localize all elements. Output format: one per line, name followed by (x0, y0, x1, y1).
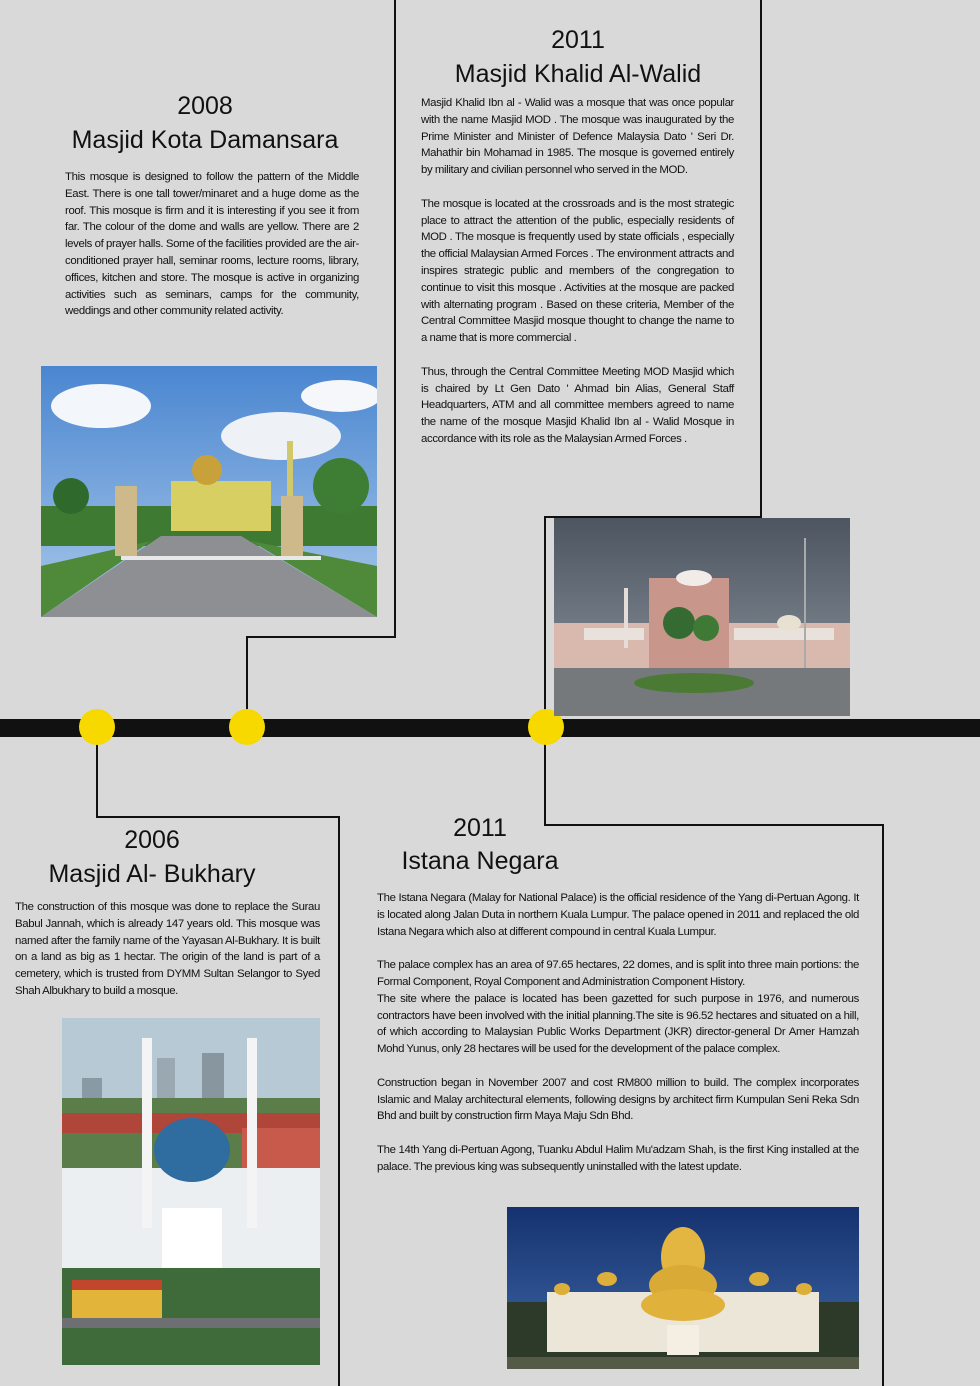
connector-line (246, 636, 396, 638)
entry-description (65, 169, 359, 320)
paragraph: The palace complex has an area of 97.65 hectares, 22 domes, and is split into three main portions: the Formal Component, Royal Component and Administration Component History. The site where the palace is located has been gazetted for such purpose in 1976, and numerous contractors have been involved with the initial planning.The site is 96.52 hectares and situated on a hill, of which according to Malaysian Public Works Department (JKR) director-general Dr Amer Hamzah Mohd Yunus, only 28 hectares will be used for the development of the palace complex. (377, 959, 859, 1056)
istana-negara-photo (507, 1207, 859, 1369)
paragraph: Masjid Khalid Ibn al - Walid was a mosque that was once popular with the name Masjid MOD . The mosque was inaugurated by the Prime Minister and Minister of Defence Malaysia Dato ' Seri Dr. Mahathir bin Mohamad in 1985. The mosque is governed entirely by military and civilian personnel who served in the MOD. (421, 97, 734, 177)
timeline-bar (0, 719, 980, 737)
connector-line (96, 816, 340, 818)
paragraph: Thus, through the Central Committee Meeting MOD Masjid which is chaired by Lt Gen Dato ' Ahmad bin Alias, General Staff Headquarters, ATM and all committee members agreed to name the name of the mosque Masjid Khalid Ibn al - Walid Mosque in accordance with its role as the Malaysian Armed Forces . (421, 365, 734, 445)
connector-line (394, 0, 396, 637)
paragraph: The 14th Yang di-Pertuan Agong, Tuanku Abdul Halim Mu'adzam Shah, is the first King installed at the palace. The previous king was subsequently uninstalled with the latest update. (377, 1143, 859, 1173)
entry-year: 2008 (177, 92, 233, 120)
paragraph: The Istana Negara (Malay for National Palace) is the official residence of the Yang di-Pertuan Agong. It is located along Jalan Duta in northern Kuala Lumpur. The palace opened in 2011 and replaced the old Istana Negara which also at different compound in central Kuala Lumpur. (377, 892, 859, 938)
entry-description (377, 890, 859, 1176)
timeline-dot-2008[interactable] (229, 709, 265, 745)
masjid-al-bukhary-photo (62, 1018, 320, 1365)
connector-line (882, 824, 884, 1386)
entry-description (15, 899, 320, 1000)
masjid-khalid-al-walid-photo (554, 518, 850, 716)
entry-title: Masjid Kota Damansara (71, 126, 339, 154)
paragraph: Construction began in November 2007 and cost RM800 million to build. The complex incorporates Islamic and Malay architectural elements, following designs by architect firm Kumpulan Seni Reka Sdn Bhd and built by construction firm Maya Maju Sdn Bhd. (377, 1076, 859, 1123)
connector-line (338, 816, 340, 1386)
masjid-kota-damansara-photo (41, 366, 377, 617)
timeline-dot-2006[interactable] (79, 709, 115, 745)
entry-title: Istana Negara (401, 847, 559, 875)
paragraph: The mosque is located at the crossroads and is the most strategic place to attract the attention of the public, especially residents of MOD . The mosque is frequently used by state officials , especially the official Malaysian Armed Forces . The environment attracts and inspires strategic public and members of the congregation to continue to visit this mosque . Activities at the mosque are packed with alternating program . Based on these criteria, Member of the Central Committee Masjid mosque thought to change the name to a name that is more commercial . (421, 197, 734, 345)
entry-title: Masjid Al- Bukhary (48, 860, 256, 888)
paragraph: This mosque is designed to follow the pattern of the Middle East. There is one tall tower/minaret and a huge dome as the roof. This mosque is firm and it is interesting if you see it from far. The colour of the dome and walls are yellow. There are 2 levels of prayer halls. Some of the facilities provided are the air-conditioned prayer hall, seminar rooms, lecture rooms, library, offices, kitchen and store. The mosque is active in organizing activities such as seminars, camps for the community, weddings and other community related activity. (65, 171, 359, 318)
connector-line (544, 824, 884, 826)
entry-year: 2011 (551, 26, 605, 54)
entry-title: Masjid Khalid Al-Walid (454, 60, 702, 88)
entry-description (421, 95, 734, 448)
connector-line (544, 516, 546, 721)
paragraph: The construction of this mosque was done to replace the Surau Babul Jannah, which is already 147 years old. This mosque was named after the family name of the Yayasan Al-Bukhary. It is built on a land as big as 1 hectar. The origin of the land is part of a cemetery, which is trusted from DYMM Sultan Selangor to Syed Shah Albukhary to build a mosque. (15, 901, 320, 997)
entry-year: 2006 (124, 826, 180, 854)
entry-year: 2011 (453, 814, 507, 842)
connector-line (760, 0, 762, 518)
